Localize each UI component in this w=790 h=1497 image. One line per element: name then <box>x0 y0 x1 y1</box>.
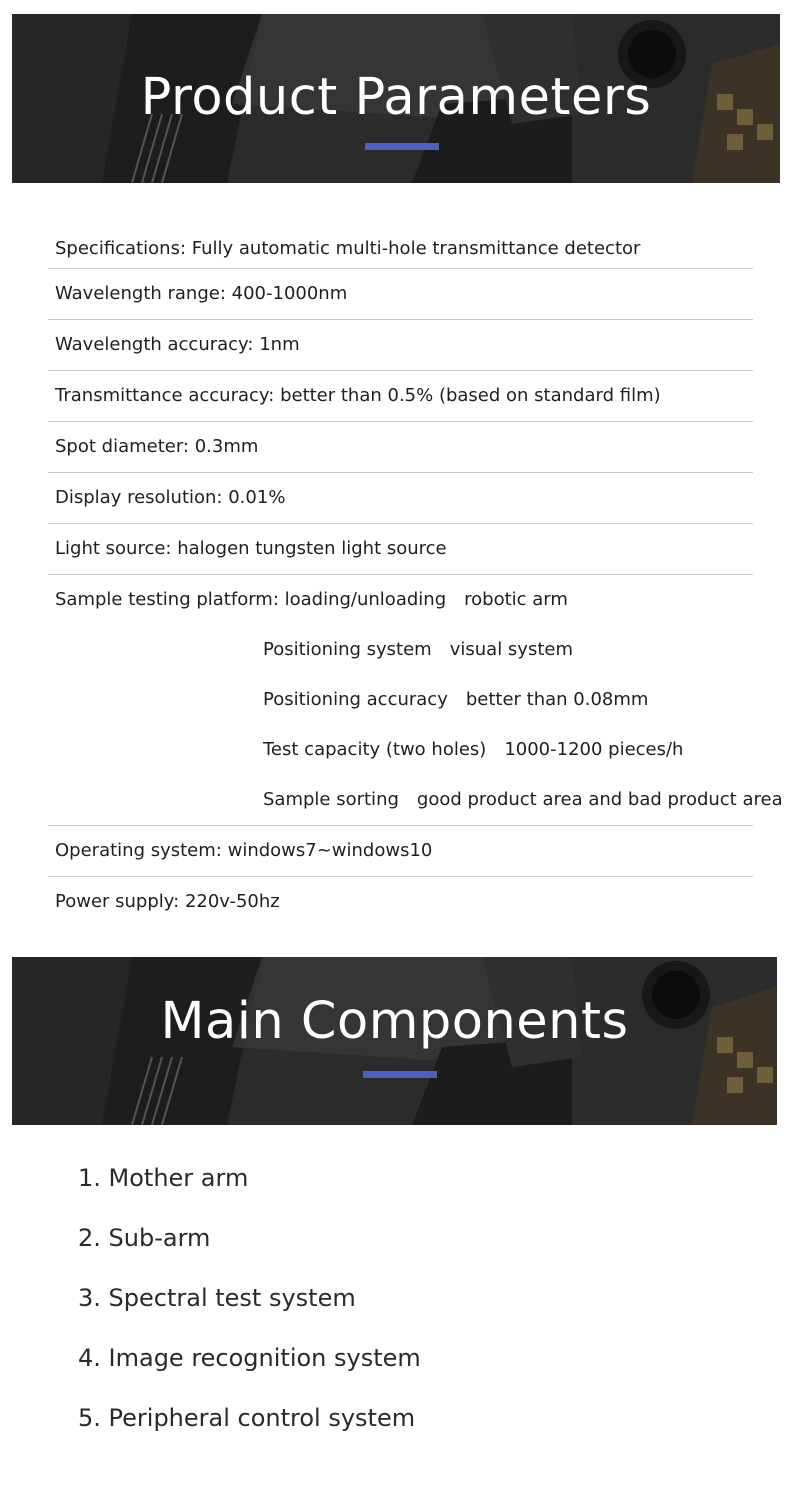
spec-value: 220v-50hz <box>184 891 280 912</box>
spec-value: halogen tungsten light source <box>177 538 447 559</box>
spec-value: 0.3mm <box>194 436 259 457</box>
spec-row-sample-testing-platform <box>48 575 783 826</box>
spec-row <box>48 473 753 524</box>
list-item: 4. Image recognition system <box>78 1344 421 1372</box>
platform-line <box>55 775 783 825</box>
spec-value: 1nm <box>259 334 300 355</box>
page-title: Product Parameters <box>140 68 652 127</box>
section-title: Main Components <box>160 992 629 1051</box>
spec-row <box>48 877 753 927</box>
spec-label: Power supply: <box>55 891 180 912</box>
spec-label: Sample testing platform: <box>55 589 279 610</box>
platform-item-value: better than 0.08mm <box>465 689 649 710</box>
list-item: 2. Sub-arm <box>78 1224 211 1252</box>
platform-item-name: Test capacity (two holes) <box>263 739 487 760</box>
spec-value: Fully automatic multi-hole transmittance detector <box>191 238 641 259</box>
platform-item-name: Positioning system <box>263 639 432 660</box>
spec-value: 400-1000nm <box>231 283 348 304</box>
spec-row <box>48 230 753 269</box>
components-list <box>78 1148 421 1448</box>
title-underline <box>363 1071 437 1078</box>
spec-value: windows7~windows10 <box>227 840 433 861</box>
spec-label: Light source: <box>55 538 172 559</box>
spec-row <box>48 422 753 473</box>
main-components-banner <box>12 957 777 1125</box>
product-parameters-banner <box>12 14 780 183</box>
spec-row <box>48 269 753 320</box>
spec-table <box>48 230 783 927</box>
platform-item-name: Positioning accuracy <box>263 689 448 710</box>
spec-label: Spot diameter: <box>55 436 189 457</box>
spec-label: Display resolution: <box>55 487 223 508</box>
spec-label: Wavelength accuracy: <box>55 334 254 355</box>
spec-row <box>48 320 753 371</box>
platform-item-name: Sample sorting <box>263 789 399 810</box>
spec-label: Transmittance accuracy: <box>55 385 275 406</box>
spec-row <box>48 826 753 877</box>
platform-line <box>55 625 746 675</box>
list-item: 1. Mother arm <box>78 1164 249 1192</box>
platform-item-value: 1000-1200 pieces/h <box>504 739 684 760</box>
platform-item-value: visual system <box>449 639 573 660</box>
spec-value: 0.01% <box>228 487 286 508</box>
platform-line <box>55 675 746 725</box>
spec-value: better than 0.5% (based on standard film) <box>280 385 661 406</box>
spec-row <box>48 524 753 575</box>
spec-row <box>48 371 753 422</box>
list-item: 3. Spectral test system <box>78 1284 356 1312</box>
platform-line <box>55 575 746 625</box>
platform-item-name: loading/unloading <box>284 589 447 610</box>
spec-label: Operating system: <box>55 840 222 861</box>
list-item: 5. Peripheral control system <box>78 1404 416 1432</box>
title-underline <box>365 143 439 150</box>
spec-label: Wavelength range: <box>55 283 226 304</box>
platform-item-value: robotic arm <box>464 589 568 610</box>
platform-line <box>55 725 746 775</box>
spec-label: Specifications: <box>55 238 187 259</box>
platform-item-value: good product area and bad product area <box>416 789 783 810</box>
